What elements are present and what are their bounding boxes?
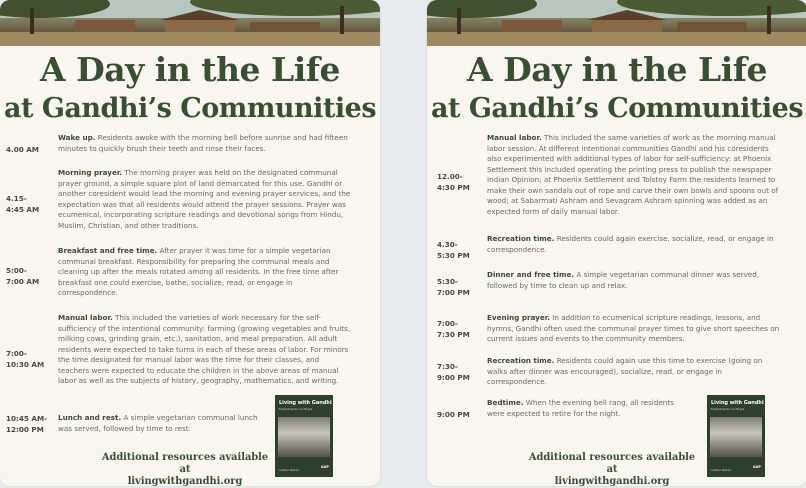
entry-text: This included the same varieties of work as the morning manual labor session. At different intentional communities Gandhi and his coresidents also experimented with additional types of labor for self-sufficiency: at Phoenix Settlement this included operating the printing press to publish the newspaper Indian Opinion; at Phoenix Settlement and Tolstoy Farm the residents learned to make their own sandals out of rope and carve their own bowls and spoons out of wood; at Sabarmati Ashram and Sevagram Ashram spinning was added as an expected form of daily manual labor. [487, 133, 779, 216]
entry-time: 4.30- 5:30 PM [437, 240, 470, 260]
book-title: Living with Gandhi [279, 400, 332, 406]
publisher-logo: AUP [320, 465, 329, 469]
resources-line: Additional resources available at [528, 452, 696, 475]
entry-time: 7:00- 10:30 AM [6, 349, 45, 369]
entry-description [58, 413, 268, 434]
entry-text: A simple vegetarian communal lunch was served, followed by time to rest. [58, 413, 258, 433]
entry-heading: Morning prayer. [58, 168, 123, 177]
page-title: A Day in the Life [40, 50, 340, 89]
schedule-page-left [0, 0, 380, 486]
entry-heading: Recreation time. [487, 234, 555, 243]
entry-text: Residents could again use this time to exercise (going on walks after dinner was encouraged), socialize, read, or engage in correspondence. [487, 356, 763, 386]
entry-time: 12.00- 4:30 PM [437, 172, 470, 192]
entry-description [487, 270, 781, 291]
ashram-banner-photo [427, 0, 806, 46]
entry-time: 9:00 PM [437, 410, 470, 419]
entry-time: 5:00- 7:00 AM [6, 266, 40, 286]
entry-text: After prayer it was time for a simple vegetarian communal breakfast. Responsibility for preparing the communal meals and cleaning up after the meals rotated among all residents. In the free time after breakfast one could exercise, bathe, socialize, read, or engage in correspondence. [58, 246, 339, 297]
entry-time: 7:30- 9:00 PM [437, 362, 470, 382]
entry-text: When the evening bell rang, all residents were expected to retire for the night. [487, 398, 674, 418]
entry-heading: Manual labor. [58, 313, 113, 322]
book-subtitle: Experiments in Utopia [711, 407, 745, 411]
entry-text: In addition to ecumenical scripture readings, lessons, and hymns, Gandhi often used the communal prayer times to give short speeches on current issues and events to the community members. [487, 313, 780, 343]
book-subtitle: Experiments in Utopia [279, 407, 313, 411]
entry-text: A simple vegetarian communal dinner was served, followed by time to clean up and relax. [487, 270, 760, 290]
resources-note [527, 452, 697, 486]
entry-description [58, 168, 352, 231]
page-title: A Day in the Life [467, 50, 767, 89]
book-title: Living with Gandhi [711, 400, 764, 406]
entry-description [487, 133, 781, 217]
entry-text: The morning prayer was held on the designated communal prayer ground, a simple square plot of land demarcated for this use. Gandhi or another coresident would lead the morning and evening prayer services, and the expectation was that all residents would attend the prayer sessions. Prayer was ecumenical, incorporating scripture readings and devotional songs from Hindu, Muslim, Christian, and other traditions. [58, 168, 351, 230]
resources-link[interactable]: livingwithgandhi.org [554, 476, 670, 486]
book-cover-photo [278, 417, 330, 457]
entry-text: Residents awoke with the morning bell before sunrise and had fifteen minutes to quickly brush their teeth and rinse their faces. [58, 133, 348, 153]
schedule-page-right [427, 0, 806, 486]
entry-description [487, 356, 781, 388]
entry-heading: Bedtime. [487, 398, 524, 407]
entry-time: 10:45 AM- 12:00 PM [6, 414, 48, 434]
entry-description [58, 313, 352, 387]
entry-heading: Lunch and rest. [58, 413, 122, 422]
book-cover-photo [710, 417, 762, 457]
entry-heading: Manual labor. [487, 133, 542, 142]
resources-note [100, 452, 270, 486]
entry-description [487, 234, 781, 255]
book-author: Author Name [711, 468, 731, 472]
page-subtitle: at Gandhi’s Communities [3, 93, 377, 124]
entry-time: 7:00- 7:30 PM [437, 319, 470, 339]
ashram-banner-photo [0, 0, 380, 46]
entry-description [58, 246, 352, 299]
page-subtitle: at Gandhi’s Communities [430, 93, 804, 124]
entry-heading: Evening prayer. [487, 313, 550, 322]
entry-heading: Recreation time. [487, 356, 555, 365]
entry-description [58, 133, 352, 154]
entry-description [487, 313, 781, 345]
entry-text: This included the varieties of work necessary for the self-sufficiency of the intentional community: farming (growing vegetables and fruits, milking cows, grinding grain, etc.), sanitation, and meal preparation. All adult residents were expected to take turns in each of these areas of labor. For minors the time designated for manual labor was the time for their classes, and teachers were expected to educate the children in the above areas of manual labor as well as the subjects of history, geography, mathematics, and writing. [58, 313, 351, 385]
resources-link[interactable]: livingwithgandhi.org [127, 476, 243, 486]
entry-heading: Wake up. [58, 133, 96, 142]
book-author: Author Name [279, 468, 299, 472]
entry-heading: Dinner and free time. [487, 270, 575, 279]
entry-time: 4.15- 4:45 AM [6, 194, 40, 214]
entry-text: Residents could again exercise, socialize, read, or engage in correspondence. [487, 234, 774, 254]
publisher-logo: AUP [752, 465, 761, 469]
book-cover-image [707, 395, 765, 477]
book-cover-image [275, 395, 333, 477]
entry-description [487, 398, 692, 419]
entry-heading: Breakfast and free time. [58, 246, 158, 255]
entry-time: 4.00 AM [6, 145, 39, 154]
entry-time: 5:30- 7:00 PM [437, 277, 470, 297]
resources-line: Additional resources available at [101, 452, 269, 475]
